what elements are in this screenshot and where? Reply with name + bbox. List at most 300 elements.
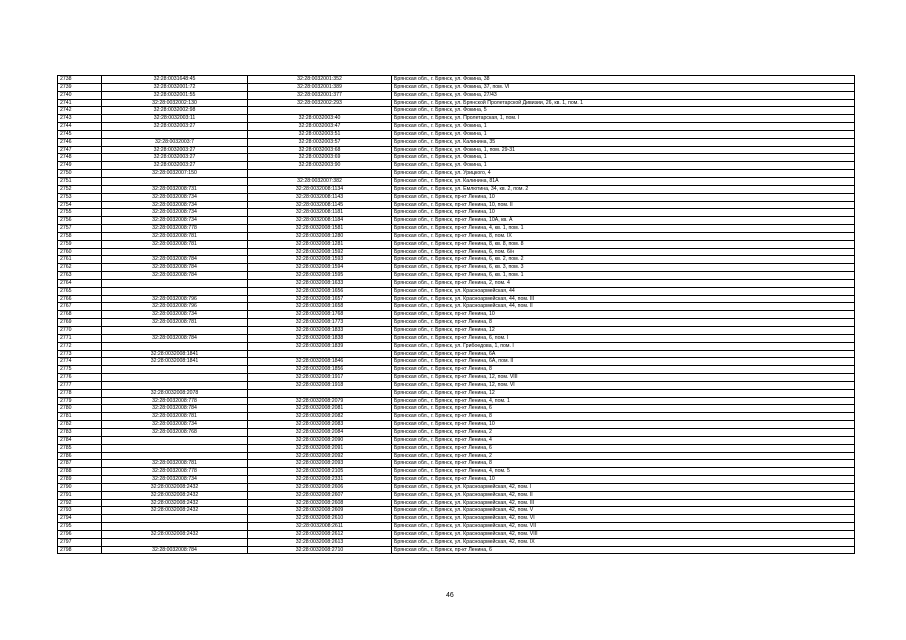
address-cell: Брянская обл., г. Брянск, ул. Брянской Пролетарской Дивизии, 26, кв. 1, пом. 1 — [392, 99, 855, 107]
address-cell: Брянская обл., г. Брянск, пр-кт Ленина, 10 — [392, 193, 855, 201]
object-number-cell: 32:28:0032007:382 — [248, 177, 392, 185]
table-row — [58, 460, 855, 468]
row-number-cell: 2783 — [58, 428, 102, 436]
land-parcel-number-cell: 32:28:0032008:2432 — [102, 507, 248, 515]
table-row — [58, 381, 855, 389]
address-cell: Брянская обл., г. Брянск, пр-кт Ленина, 6, пом. 6/н — [392, 248, 855, 256]
land-parcel-number-cell: 32:28:0032008:778 — [102, 468, 248, 476]
table-row — [58, 468, 855, 476]
row-number-cell: 2755 — [58, 209, 102, 217]
row-number-cell: 2768 — [58, 311, 102, 319]
address-cell: Брянская обл., г. Брянск, пр-кт Ленина, 6, пом. I — [392, 334, 855, 342]
object-number-cell: 32:28:0032008:2612 — [248, 530, 392, 538]
address-cell: Брянская обл., г. Брянск, пр-кт Ленина, 4, кв. 1, пом. 1 — [392, 225, 855, 233]
row-number-cell: 2764 — [58, 279, 102, 287]
row-number-cell: 2779 — [58, 397, 102, 405]
land-parcel-number-cell — [102, 327, 248, 335]
land-parcel-number-cell — [102, 342, 248, 350]
address-cell: Брянская обл., г. Брянск, пр-кт Ленина, 6, кв. 3, пом. 3 — [392, 264, 855, 272]
table-row — [58, 452, 855, 460]
row-number-cell: 2750 — [58, 170, 102, 178]
row-number-cell: 2740 — [58, 91, 102, 99]
object-number-cell: 32:28:0032008:2083 — [248, 421, 392, 429]
land-parcel-number-cell: 32:28:0032008:781 — [102, 460, 248, 468]
object-number-cell: 32:28:0032008:2092 — [248, 452, 392, 460]
row-number-cell: 2747 — [58, 146, 102, 154]
object-number-cell: 32:28:0032001:389 — [248, 83, 392, 91]
land-parcel-number-cell: 32:28:0032008:731 — [102, 185, 248, 193]
address-cell: Брянская обл., г. Брянск, ул. Калинина, 81А — [392, 177, 855, 185]
table-row — [58, 436, 855, 444]
address-cell: Брянская обл., г. Брянск, пр-кт Ленина, 10А, кв. А — [392, 217, 855, 225]
address-cell: Брянская обл., г. Брянск, ул. Фокина, 1 — [392, 154, 855, 162]
land-parcel-number-cell — [102, 366, 248, 374]
row-number-cell: 2754 — [58, 201, 102, 209]
table-row — [58, 201, 855, 209]
table-row — [58, 515, 855, 523]
row-number-cell: 2798 — [58, 546, 102, 554]
table-row — [58, 483, 855, 491]
row-number-cell: 2781 — [58, 413, 102, 421]
table-row — [58, 342, 855, 350]
land-parcel-number-cell: 32:28:0032003:7 — [102, 138, 248, 146]
address-cell: Брянская обл., г. Брянск, пр-кт Ленина, 2 — [392, 452, 855, 460]
row-number-cell: 2767 — [58, 303, 102, 311]
object-number-cell: 32:28:0032008:1593 — [248, 256, 392, 264]
object-number-cell: 32:28:0032008:1838 — [248, 334, 392, 342]
table-body — [58, 76, 855, 554]
table-row — [58, 476, 855, 484]
row-number-cell: 2751 — [58, 177, 102, 185]
object-number-cell: 32:28:0032008:1918 — [248, 381, 392, 389]
object-number-cell: 32:28:0032003:57 — [248, 138, 392, 146]
table-row — [58, 185, 855, 193]
land-parcel-number-cell: 32:28:0032008:784 — [102, 256, 248, 264]
table-row — [58, 264, 855, 272]
address-cell: Брянская обл., г. Брянск, пр-кт Ленина, 8, кв. 8, пом. 8 — [392, 240, 855, 248]
table-row — [58, 115, 855, 123]
object-number-cell: 32:28:0032008:1917 — [248, 374, 392, 382]
row-number-cell: 2756 — [58, 217, 102, 225]
address-cell: Брянская обл., г. Брянск, пр-кт Ленина, 8, пом. IX — [392, 232, 855, 240]
address-cell: Брянская обл., г. Брянск, ул. Красноармейская, 42, пом. V — [392, 507, 855, 515]
object-number-cell: 32:28:0032008:1184 — [248, 217, 392, 225]
address-cell: Брянская обл., г. Брянск, ул. Красноармейская, 44, пом. III — [392, 295, 855, 303]
table-row — [58, 279, 855, 287]
row-number-cell: 2786 — [58, 452, 102, 460]
land-parcel-number-cell: 32:28:0032008:781 — [102, 319, 248, 327]
row-number-cell: 2797 — [58, 538, 102, 546]
table-row — [58, 146, 855, 154]
land-parcel-number-cell: 32:28:0032008:796 — [102, 295, 248, 303]
address-cell: Брянская обл., г. Брянск, ул. Красноармейская, 42, пом. VI — [392, 515, 855, 523]
row-number-cell: 2749 — [58, 162, 102, 170]
object-number-cell: 32:28:0032008:1281 — [248, 240, 392, 248]
row-number-cell: 2741 — [58, 99, 102, 107]
cadastral-table — [57, 75, 855, 554]
land-parcel-number-cell: 32:28:0031648:45 — [102, 76, 248, 84]
address-cell: Брянская обл., г. Брянск, пр-кт Ленина, 6 — [392, 546, 855, 554]
land-parcel-number-cell: 32:28:0032003:11 — [102, 115, 248, 123]
row-number-cell: 2769 — [58, 319, 102, 327]
row-number-cell: 2792 — [58, 499, 102, 507]
row-number-cell: 2784 — [58, 436, 102, 444]
object-number-cell: 32:28:0032008:2607 — [248, 491, 392, 499]
table-row — [58, 107, 855, 115]
object-number-cell: 32:28:0032008:1656 — [248, 287, 392, 295]
table-row — [58, 303, 855, 311]
table-row — [58, 334, 855, 342]
table-row — [58, 138, 855, 146]
land-parcel-number-cell: 32:28:0032008:734 — [102, 311, 248, 319]
table-row — [58, 523, 855, 531]
object-number-cell: 32:28:0032008:1594 — [248, 264, 392, 272]
table-row — [58, 530, 855, 538]
table-row — [58, 413, 855, 421]
row-number-cell: 2785 — [58, 444, 102, 452]
row-number-cell: 2739 — [58, 83, 102, 91]
land-parcel-number-cell — [102, 381, 248, 389]
address-cell: Брянская обл., г. Брянск, пр-кт Ленина, 8 — [392, 413, 855, 421]
land-parcel-number-cell — [102, 177, 248, 185]
row-number-cell: 2794 — [58, 515, 102, 523]
object-number-cell: 32:28:0032008:1595 — [248, 272, 392, 280]
land-parcel-number-cell: 32:28:0032008:734 — [102, 201, 248, 209]
address-cell: Брянская обл., г. Брянск, пр-кт Ленина, 6, кв. 1, пом. 1 — [392, 272, 855, 280]
object-number-cell: 32:28:0032002:293 — [248, 99, 392, 107]
row-number-cell: 2788 — [58, 468, 102, 476]
table-row — [58, 366, 855, 374]
address-cell: Брянская обл., г. Брянск, ул. Фокина, 37, пом. VI — [392, 83, 855, 91]
object-number-cell: 32:28:0032008:2611 — [248, 523, 392, 531]
object-number-cell: 32:28:0032008:2331 — [248, 476, 392, 484]
object-number-cell: 32:28:0032008:1833 — [248, 327, 392, 335]
address-cell: Брянская обл., г. Брянск, пр-кт Ленина, 12, пом. VI — [392, 381, 855, 389]
object-number-cell: 32:28:0032008:2081 — [248, 405, 392, 413]
address-cell: Брянская обл., г. Брянск, пр-кт Ленина, 10, пом. II — [392, 201, 855, 209]
land-parcel-number-cell — [102, 515, 248, 523]
object-number-cell: 32:28:0032003:40 — [248, 115, 392, 123]
address-cell: Брянская обл., г. Брянск, пр-кт Ленина, 4, пом. 5 — [392, 468, 855, 476]
address-cell: Брянская обл., г. Брянск, ул. Красноармейская, 42, пом. II — [392, 491, 855, 499]
land-parcel-number-cell: 32:28:0032008:784 — [102, 264, 248, 272]
row-number-cell: 2748 — [58, 154, 102, 162]
object-number-cell: 32:28:0032008:1280 — [248, 232, 392, 240]
object-number-cell: 32:28:0032008:2091 — [248, 444, 392, 452]
object-number-cell — [248, 389, 392, 397]
row-number-cell: 2778 — [58, 389, 102, 397]
land-parcel-number-cell: 32:28:0032003:27 — [102, 162, 248, 170]
row-number-cell: 2775 — [58, 366, 102, 374]
land-parcel-number-cell: 32:28:0032008:2432 — [102, 499, 248, 507]
table-row — [58, 209, 855, 217]
address-cell: Брянская обл., г. Брянск, ул. Красноармейская, 42, пом. I — [392, 483, 855, 491]
address-cell: Брянская обл., г. Брянск, пр-кт Ленина, 12, пом. VIII — [392, 374, 855, 382]
object-number-cell — [248, 170, 392, 178]
table-row — [58, 123, 855, 131]
land-parcel-number-cell: 32:28:0032003:27 — [102, 123, 248, 131]
object-number-cell: 32:28:0032008:1839 — [248, 342, 392, 350]
land-parcel-number-cell: 32:28:0032008:784 — [102, 405, 248, 413]
land-parcel-number-cell: 32:28:0032002:98 — [102, 107, 248, 115]
table-row — [58, 154, 855, 162]
land-parcel-number-cell: 32:28:0032008:734 — [102, 476, 248, 484]
land-parcel-number-cell: 32:28:0032003:27 — [102, 154, 248, 162]
land-parcel-number-cell — [102, 444, 248, 452]
address-cell: Брянская обл., г. Брянск, пр-кт Ленина, 4, пом. 1 — [392, 397, 855, 405]
table-row — [58, 217, 855, 225]
land-parcel-number-cell: 32:28:0032001:55 — [102, 91, 248, 99]
object-number-cell: 32:28:0032003:47 — [248, 123, 392, 131]
table-row — [58, 499, 855, 507]
row-number-cell: 2753 — [58, 193, 102, 201]
row-number-cell: 2777 — [58, 381, 102, 389]
object-number-cell: 32:28:0032008:2608 — [248, 499, 392, 507]
address-cell: Брянская обл., г. Брянск, пр-кт Ленина, 2, пом. 4 — [392, 279, 855, 287]
table-row — [58, 256, 855, 264]
land-parcel-number-cell — [102, 287, 248, 295]
address-cell: Брянская обл., г. Брянск, ул. Фокина, 1 — [392, 123, 855, 131]
object-number-cell: 32:28:0032008:1592 — [248, 248, 392, 256]
land-parcel-number-cell: 32:28:0032008:784 — [102, 546, 248, 554]
table-row — [58, 162, 855, 170]
address-cell: Брянская обл., г. Брянск, ул. Фокина, 1 — [392, 162, 855, 170]
row-number-cell: 2759 — [58, 240, 102, 248]
table-row — [58, 177, 855, 185]
land-parcel-number-cell — [102, 523, 248, 531]
row-number-cell: 2790 — [58, 483, 102, 491]
table-row — [58, 397, 855, 405]
row-number-cell: 2743 — [58, 115, 102, 123]
land-parcel-number-cell: 32:28:0032008:784 — [102, 272, 248, 280]
row-number-cell: 2742 — [58, 107, 102, 115]
address-cell: Брянская обл., г. Брянск, пр-кт Ленина, 10 — [392, 209, 855, 217]
address-cell: Брянская обл., г. Брянск, пр-кт Ленина, 6А — [392, 350, 855, 358]
land-parcel-number-cell: 32:28:0032008:768 — [102, 428, 248, 436]
land-parcel-number-cell: 32:28:0032008:778 — [102, 397, 248, 405]
table-row — [58, 170, 855, 178]
object-number-cell: 32:28:0032003:68 — [248, 146, 392, 154]
table-row — [58, 232, 855, 240]
object-number-cell: 32:28:0032008:1145 — [248, 201, 392, 209]
table-row — [58, 491, 855, 499]
address-cell: Брянская обл., г. Брянск, ул. Емлютина, 34, кв. 2, пом. 2 — [392, 185, 855, 193]
address-cell: Брянская обл., г. Брянск, ул. Фокина, 27/43 — [392, 91, 855, 99]
object-number-cell: 32:28:0032008:1633 — [248, 279, 392, 287]
table-row — [58, 76, 855, 84]
object-number-cell: 32:28:0032008:1658 — [248, 303, 392, 311]
address-cell: Брянская обл., г. Брянск, пр-кт Ленина, 10 — [392, 311, 855, 319]
object-number-cell: 32:28:0032008:2079 — [248, 397, 392, 405]
land-parcel-number-cell: 32:28:0032007:150 — [102, 170, 248, 178]
object-number-cell: 32:28:0032001:377 — [248, 91, 392, 99]
address-cell: Брянская обл., г. Брянск, пр-кт Ленина, 12 — [392, 389, 855, 397]
address-cell: Брянская обл., г. Брянск, ул. Фокина, 1 — [392, 130, 855, 138]
table-row — [58, 389, 855, 397]
table-row — [58, 546, 855, 554]
land-parcel-number-cell: 32:28:0032008:734 — [102, 421, 248, 429]
row-number-cell: 2789 — [58, 476, 102, 484]
table-row — [58, 272, 855, 280]
row-number-cell: 2762 — [58, 264, 102, 272]
object-number-cell: 32:28:0032008:2609 — [248, 507, 392, 515]
address-cell: Брянская обл., г. Брянск, ул. Пролетарская, 1, пом. I — [392, 115, 855, 123]
object-number-cell: 32:28:0032003:90 — [248, 162, 392, 170]
row-number-cell: 2772 — [58, 342, 102, 350]
address-cell: Брянская обл., г. Брянск, пр-кт Ленина, 2 — [392, 428, 855, 436]
row-number-cell: 2776 — [58, 374, 102, 382]
land-parcel-number-cell: 32:28:0032008:781 — [102, 413, 248, 421]
row-number-cell: 2780 — [58, 405, 102, 413]
land-parcel-number-cell — [102, 452, 248, 460]
object-number-cell: 32:28:0032008:1134 — [248, 185, 392, 193]
row-number-cell: 2793 — [58, 507, 102, 515]
land-parcel-number-cell: 32:28:0032001:72 — [102, 83, 248, 91]
object-number-cell: 32:28:0032008:2710 — [248, 546, 392, 554]
address-cell: Брянская обл., г. Брянск, ул. Красноармейская, 44 — [392, 287, 855, 295]
object-number-cell: 32:28:0032003:69 — [248, 154, 392, 162]
address-cell: Брянская обл., г. Брянск, пр-кт Ленина, 8 — [392, 319, 855, 327]
row-number-cell: 2773 — [58, 350, 102, 358]
object-number-cell: 32:28:0032008:1773 — [248, 319, 392, 327]
land-parcel-number-cell: 32:28:0032008:778 — [102, 225, 248, 233]
address-cell: Брянская обл., г. Брянск, пр-кт Ленина, 10 — [392, 476, 855, 484]
object-number-cell: 32:28:0032008:2093 — [248, 460, 392, 468]
object-number-cell — [248, 107, 392, 115]
row-number-cell: 2766 — [58, 295, 102, 303]
row-number-cell: 2758 — [58, 232, 102, 240]
row-number-cell: 2745 — [58, 130, 102, 138]
row-number-cell: 2761 — [58, 256, 102, 264]
row-number-cell: 2770 — [58, 327, 102, 335]
table-row — [58, 287, 855, 295]
land-parcel-number-cell: 32:28:0032008:784 — [102, 334, 248, 342]
table-row — [58, 374, 855, 382]
table-row — [58, 193, 855, 201]
address-cell: Брянская обл., г. Брянск, пр-кт Ленина, 6, кв. 2, пом. 2 — [392, 256, 855, 264]
address-cell: Брянская обл., г. Брянск, ул. Фокина, 5 — [392, 107, 855, 115]
table-row — [58, 405, 855, 413]
address-cell: Брянская обл., г. Брянск, ул. Грибоедова, 1, пом. I — [392, 342, 855, 350]
table-row — [58, 319, 855, 327]
land-parcel-number-cell: 32:28:0032008:1841 — [102, 358, 248, 366]
row-number-cell: 2746 — [58, 138, 102, 146]
table-row — [58, 538, 855, 546]
land-parcel-number-cell: 32:28:0032008:781 — [102, 240, 248, 248]
address-cell: Брянская обл., г. Брянск, пр-кт Ленина, 6 — [392, 405, 855, 413]
address-cell: Брянская обл., г. Брянск, пр-кт Ленина, 8 — [392, 460, 855, 468]
land-parcel-number-cell: 32:28:0032008:2432 — [102, 491, 248, 499]
object-number-cell — [248, 350, 392, 358]
address-cell: Брянская обл., г. Брянск, ул. Красноармейская, 42, пом. VIII — [392, 530, 855, 538]
page-number: 46 — [446, 592, 454, 599]
row-number-cell: 2738 — [58, 76, 102, 84]
address-cell: Брянская обл., г. Брянск, пр-кт Ленина, 6А, пом. II — [392, 358, 855, 366]
row-number-cell: 2795 — [58, 523, 102, 531]
address-cell: Брянская обл., г. Брянск, пр-кт Ленина, 8 — [392, 366, 855, 374]
row-number-cell: 2752 — [58, 185, 102, 193]
address-cell: Брянская обл., г. Брянск, пр-кт Ленина, 10 — [392, 421, 855, 429]
object-number-cell: 32:28:0032008:2613 — [248, 538, 392, 546]
table-row — [58, 248, 855, 256]
address-cell: Брянская обл., г. Брянск, ул. Красноармейская, 44, пом. II — [392, 303, 855, 311]
object-number-cell: 32:28:0032008:1846 — [248, 358, 392, 366]
land-parcel-number-cell — [102, 248, 248, 256]
table-row — [58, 507, 855, 515]
object-number-cell: 32:28:0032008:2606 — [248, 483, 392, 491]
object-number-cell: 32:28:0032008:1856 — [248, 366, 392, 374]
object-number-cell: 32:28:0032008:1181 — [248, 209, 392, 217]
row-number-cell: 2774 — [58, 358, 102, 366]
land-parcel-number-cell — [102, 538, 248, 546]
table-row — [58, 327, 855, 335]
row-number-cell: 2787 — [58, 460, 102, 468]
row-number-cell: 2763 — [58, 272, 102, 280]
land-parcel-number-cell: 32:28:0032002:130 — [102, 99, 248, 107]
row-number-cell: 2771 — [58, 334, 102, 342]
row-number-cell: 2765 — [58, 287, 102, 295]
object-number-cell: 32:28:0032008:1143 — [248, 193, 392, 201]
land-parcel-number-cell — [102, 436, 248, 444]
table-row — [58, 225, 855, 233]
row-number-cell: 2782 — [58, 421, 102, 429]
address-cell: Брянская обл., г. Брянск, ул. Красноармейская, 42, пом. IX — [392, 538, 855, 546]
table-row — [58, 295, 855, 303]
land-parcel-number-cell: 32:28:0032008:734 — [102, 209, 248, 217]
table-row — [58, 99, 855, 107]
object-number-cell: 32:28:0032008:2084 — [248, 428, 392, 436]
row-number-cell: 2760 — [58, 248, 102, 256]
table-row — [58, 130, 855, 138]
address-cell: Брянская обл., г. Брянск, пр-кт Ленина, 12 — [392, 327, 855, 335]
address-cell: Брянская обл., г. Брянск, ул. Красноармейская, 42, пом. III — [392, 499, 855, 507]
land-parcel-number-cell: 32:28:0032008:734 — [102, 193, 248, 201]
object-number-cell: 32:28:0032003:51 — [248, 130, 392, 138]
object-number-cell: 32:28:0032001:352 — [248, 76, 392, 84]
row-number-cell: 2796 — [58, 530, 102, 538]
object-number-cell: 32:28:0032008:2610 — [248, 515, 392, 523]
object-number-cell: 32:28:0032008:2090 — [248, 436, 392, 444]
object-number-cell: 32:28:0032008:2082 — [248, 413, 392, 421]
address-cell: Брянская обл., г. Брянск, пр-кт Ленина, 4 — [392, 436, 855, 444]
address-cell: Брянская обл., г. Брянск, ул. Калинина, 35 — [392, 138, 855, 146]
table-row — [58, 91, 855, 99]
table-row — [58, 311, 855, 319]
table-row — [58, 444, 855, 452]
land-parcel-number-cell: 32:28:0032003:27 — [102, 146, 248, 154]
land-parcel-number-cell: 32:28:0032008:781 — [102, 232, 248, 240]
table-row — [58, 421, 855, 429]
object-number-cell: 32:28:0032008:1657 — [248, 295, 392, 303]
address-cell: Брянская обл., г. Брянск, ул. Урицкого, 4 — [392, 170, 855, 178]
land-parcel-number-cell: 32:28:0032008:796 — [102, 303, 248, 311]
table-row — [58, 358, 855, 366]
address-cell: Брянская обл., г. Брянск, ул. Красноармейская, 42, пом. VII — [392, 523, 855, 531]
object-number-cell: 32:28:0032008:1581 — [248, 225, 392, 233]
object-number-cell: 32:28:0032008:2105 — [248, 468, 392, 476]
address-cell: Брянская обл., г. Брянск, ул. Фокина, 1, пом. 29-31 — [392, 146, 855, 154]
table-row — [58, 83, 855, 91]
land-parcel-number-cell: 32:28:0032008:734 — [102, 217, 248, 225]
row-number-cell: 2744 — [58, 123, 102, 131]
table-row — [58, 350, 855, 358]
table-row — [58, 428, 855, 436]
row-number-cell: 2757 — [58, 225, 102, 233]
land-parcel-number-cell: 32:28:0032008:2432 — [102, 483, 248, 491]
land-parcel-number-cell — [102, 130, 248, 138]
row-number-cell: 2791 — [58, 491, 102, 499]
land-parcel-number-cell — [102, 279, 248, 287]
